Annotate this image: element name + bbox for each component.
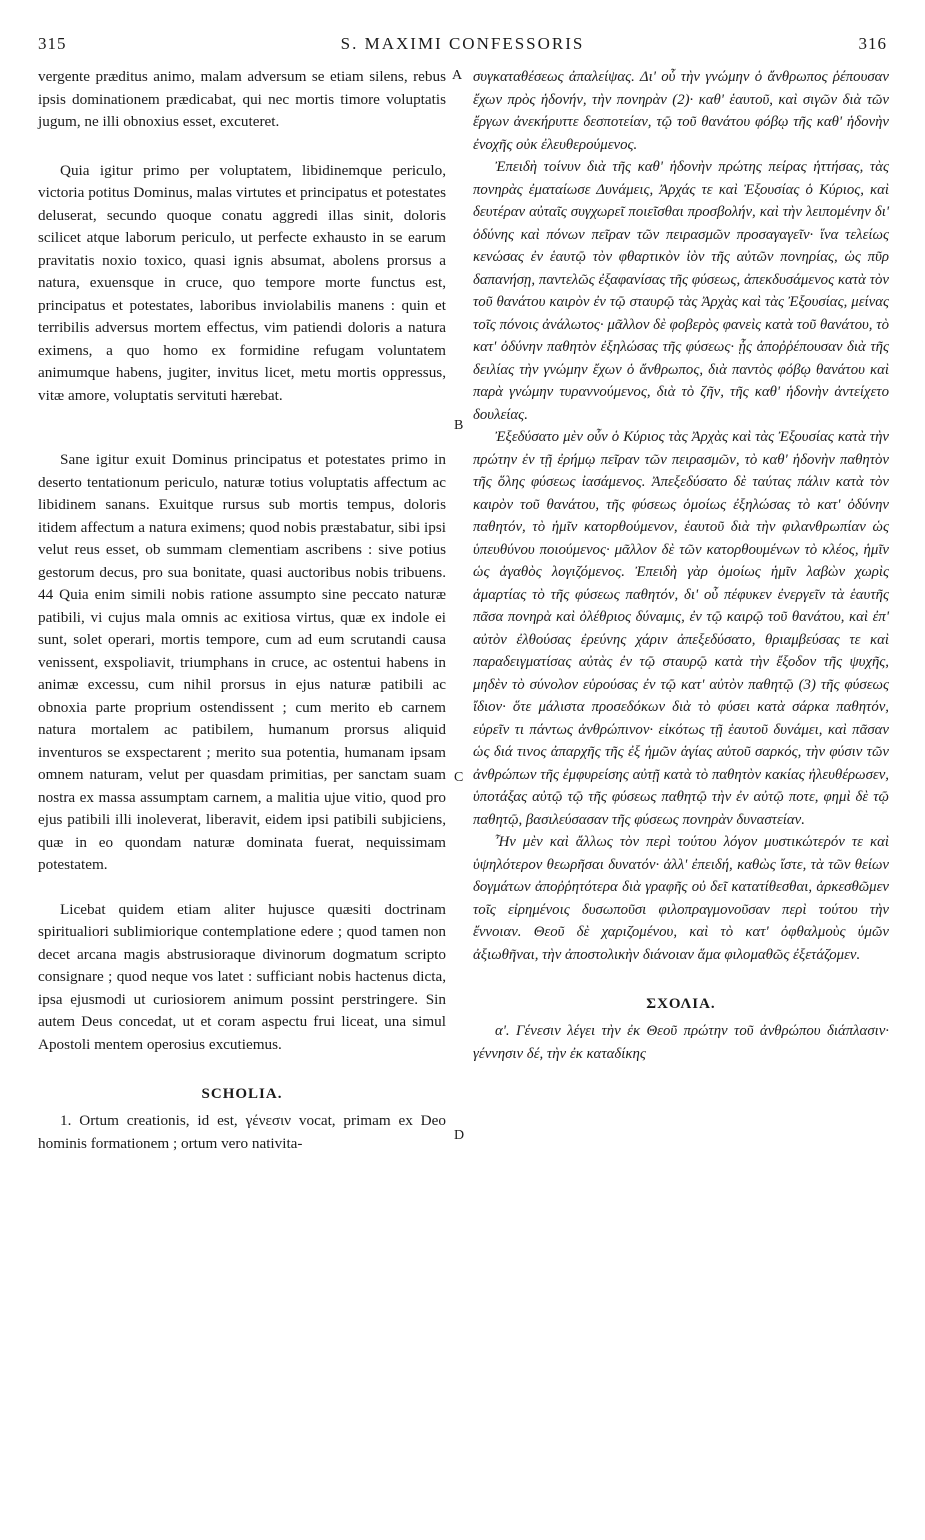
latin-paragraph-4: Licebat quidem etiam aliter hujusce quæsiti doctrinam spiritualiori sublimiorique contemplatione edere ; quod tamen non decet arcana magis abstrusioraque divinorum dogmatum scripto consignare ; quod neque vos latet : sufficiant nobis hactenus dicta, ipsa ejusmodi ut curiosiorem animum possint perstringere. Sin autem Deus concedat, ut et coram aspectu frui liceat, una simul Apostoli mentem operosius excutiemus. xyxy=(38,900,446,1053)
margin-letter-a: A xyxy=(452,68,463,83)
page-header xyxy=(38,34,887,62)
latin-column xyxy=(38,66,446,1155)
latin-paragraph-2: Quia igitur primo per voluptatem, libidinemque periculo, victoria potitus Dominus, malas virtutes et principatus et potestates deluserat, secundo quoque conatu aggredi illas sinit, doloris scilicet atque laborum periculo, ut perfecte exhausto in se earum pravitatis noxio toxico, quasi ignis absumat, abolens prorsus a natura, exuensque in cruce, quo tempore morte functus est, principatus et potestates, laboribus inviolabilis manens : quin et terribilis adversus mortem effectus, vim patiendi doloris a natura eximens, a quo homo ex formidine refugam voluntatem animumque habens, jugiter, invitus licet, metu mortis oppressus, vitæ amore, voluptatis servituti hærebat. xyxy=(38,161,446,404)
greek-paragraph-4: Ἦν μὲν καὶ ἄλλως τὸν περὶ τούτου λόγον μυστικώτερόν τε καὶ ὑψηλότερον θεωρῆσαι δυνατόν· ἀλλ' ἐπειδή, καθὼς ἴστε, τὰ τῶν θείων δογμάτων ἀποῤῥητότερα διὰ γραφῆς οὐ δεῖ κατατίθεσθαι, ἀρκεσθῶμεν τοῖς εἰρημένοις δυσωποῦσι φιλοπραγμονοῦσαν περὶ τούτου τὴν ἔννοιαν. Θεοῦ δὲ χαριζομένου, καὶ τὸ κατ' ὀφθαλμοὺς ὑμῶν ἀξιωθῆναι, τὴν ἀποστολικὴν διάνοιαν ἅμα φιλομαθῶς ἐξετάζομεν. xyxy=(473,834,889,963)
greek-paragraph-1: συγκαταθέσεως ἀπαλείψας. Δι' οὗ τὴν γνώμην ὁ ἄνθρωπος ῥέπουσαν ἔχων πρὸς ἡδονήν, τὴν πονηρὰν (2)· καθ' ἑαυτοῦ, καὶ σιγῶν διὰ τῶν ἔργων ἀνεκήρυττε δεσποτείαν, τῷ τοῦ θανάτου φόβῳ τῆς καθ' ἡδονὴν ἐνοχῆς οὐκ ἐλευθερούμενος. xyxy=(473,69,889,153)
greek-scholia-title: ΣΧΟΛΙΑ. xyxy=(646,996,716,1012)
page-number-right: 316 xyxy=(858,34,887,53)
margin-letter-b: B xyxy=(454,418,464,433)
page-number-left: 315 xyxy=(38,34,67,53)
greek-paragraph-2: Ἐπειδὴ τοίνυν διὰ τῆς καθ' ἡδονὴν πρώτης πείρας ἡττήσας, τὰς πονηρὰς ἐματαίωσε Δυνάμεις, Ἀρχάς τε καὶ Ἐξουσίας ὁ Κύριος, καὶ δευτέραν αὐταῖς συγχωρεῖ ποιεῖσθαι προσβολήν, καὶ τὴν λειπομένην δι' ὀδύνης καὶ πόνων πεῖραν τῶν πειρασμῶν προσαγαγεῖν· ἵνα τελείως κενώσας ἐν ἑαυτῷ τὸν φθαρτικὸν ἰὸν τῆς αὐτῶν πονηρίας, ὡς πῦρ δαπανήσῃ, παντελῶς ἐξαφανίσας τῆς φύσεως, ἀπεκδυσάμενος κατὰ τὸν τοῦ θανάτου καιρὸν ἐν τῷ σταυρῷ τὰς Ἀρχὰς καὶ τὰς Ἐξουσίας, μείνας τοῖς πόνοις ἀνάλωτος· μᾶλλον δὲ φοβερὸς φανεὶς κατὰ τοῦ θανάτου, τὸ κατ' ὀδύνην παθητὸν ἐξηλώσας τῆς φύσεως· ᾗς ἀποῤῥέπουσαν διὰ τῆς δειλίας τὴν γνώμην ἔχων ὁ ἄνθρωπος, διὰ παντὸς φόβῳ θανάτου καὶ παρὰ γνώμην τυραννούμενος, διὰ τὸ ζῆν, τῆς καθ' ἡδονὴν ἀντείχετο δουλείας. xyxy=(473,159,889,423)
greek-column xyxy=(473,66,889,1065)
latin-paragraph-1: vergente præditus animo, malam adversum se etiam silens, rebus ipsis dominationem prædicabat, qui nec mortis timore voluptatis jugum, ne illi obnoxius esset, excuteret. xyxy=(38,68,446,130)
running-title: S. MAXIMI CONFESSORIS xyxy=(340,34,585,53)
greek-paragraph-3: Ἐξεδύσατο μὲν οὖν ὁ Κύριος τὰς Ἀρχὰς καὶ τὰς Ἐξουσίας κατὰ τὴν πρώτην ἐν τῇ ἐρήμῳ πεῖραν τῶν πειρασμῶν, τὸ καθ' ἡδονὴν παθητὸν τῆς ὅλης φύσεως ἰασάμενος. Ἀπεξεδύσατο δὲ ταύτας πάλιν κατὰ τὸν καιρὸν τοῦ θανάτου, τῆς φύσεως ὁμοίως ἐξηλώσας τὸ κατ' ὀδύνην παθητόν, τὸ ἡμῖν κατορθούμενον, ἑαυτοῦ διὰ τὴν φιλανθρωπίαν ὡς ὑπευθύνου ποιούμενος· μᾶλλον δὲ τῶν κατορθουμένων τὸ κλέος, ἡμῖν ὡς ἀγαθὸς λογιζόμενος. Ἐπειδὴ γὰρ ὁμοίως ἡμῖν λαβὼν χωρὶς ἁμαρτίας τὸ τῆς φύσεως παθητόν, δι' οὗ πέφυκεν ἐνεργεῖν τὰ ἑαυτῆς πᾶσα πονηρὰ καὶ ὀλέθριος δύναμις, ἐν τῷ καιρῷ τοῦ θανάτου, καὶ ἐπ' αὐτὸν ἐλθούσας ἐρεύνης χάριν ἀπεξεδύσατο, θριαμβεύσας τε καὶ παραδειγματίσας αὐτὰς ἐν τῷ σταυρῷ κατὰ τὴν ἔξοδον τῆς ψυχῆς, μηδὲν τὸ σύνολον εὑρούσας ἐν τῷ κατ' αὐτὸν παθητῷ (3) τῆς φύσεως ἴδιον· ὅτε μάλιστα προσεδόκων διὰ τὸ φύσει κατὰ σάρκα παθητόν, εὑρεῖν τι πάντως ἀνθρώπινον· εἰκότως τῇ ἑαυτοῦ δυνάμει, καὶ πᾶσαν ὡς διά τινος ἀπαρχῆς τῆς ἐξ ἡμῶν ἁγίας αὐτοῦ σαρκός, τὴν φύσιν τῶν ἀνθρώπων τῆς ἐμφυρείσης αὐτῇ κατὰ τὸ παθητὸν κακίας ἠλευθέρωσεν, ὑποτάξας αὐτῷ τῷ τῆς φύσεως παθητῷ τὴν ἐν αὐτῷ ποτε, φημὶ δὲ τῷ παθητῷ, βασιλεύσασαν τῆς φύσεως πονηρὰν δυναστείαν. xyxy=(473,429,889,828)
latin-paragraph-3: Sane igitur exuit Dominus principatus et potestates primo in deserto tentationum periculo, naturæ totius voluptatis affectum ac libidinem sanans. Exuitque rursus sub mortis tempus, doloris itidem affectum a natura eximens; quod nobis præstabatur, sibi ipsi velut reus esset, ob summam clementiam ascribens : sive potius gestorum decus, pro sua bonitate, quasi auctoribus nobis tribuens. 44 Quia enim simili nobis ratione assumpto sine peccato naturæ patibili, vi cujus mala omnis ac exitiosa virtus, quæ ex indole ei sunt, solet operari, mortis tempore, cum ad eum scrutandi causa venissent, exspoliavit, triumphans in cruce, ac ostentui habens in animæ excessu, cum nihil prorsus in ejus naturæ patibili ac obnoxia parte proprium ostendissent ; cum merito eb carnem natura mortalem ac patibilem, humanum prorsus aliquid inventuros se exspectarent ; merito sua potentia, humanam ipsam omnem naturam, velut per quasdam primitias, per sanctam suam nostra ex massa assumptam carnem, a malitia ujue vitio, quod pro ejus patibili illi inoleverat, liberavit, eidem ipsi patibili subjiciens, quæ in eo quondam naturæ dominata fuerat, nequissimam potestatem. xyxy=(38,451,446,873)
margin-letter-d: D xyxy=(454,1128,465,1143)
margin-letter-c: C xyxy=(454,770,464,785)
latin-scholia-title: SCHOLIA. xyxy=(201,1086,283,1102)
latin-scholia-note-1: 1. Ortum creationis, id est, γένεσιν vocat, primam ex Deo hominis formationem ; ortum vero nativita- xyxy=(38,1112,446,1152)
greek-scholia-note-1: α'. Γένεσιν λέγει τὴν ἐκ Θεοῦ πρώτην τοῦ ἀνθρώπου διάπλασιν· γέννησιν δέ, τὴν ἐκ καταδίκης xyxy=(473,1023,889,1062)
